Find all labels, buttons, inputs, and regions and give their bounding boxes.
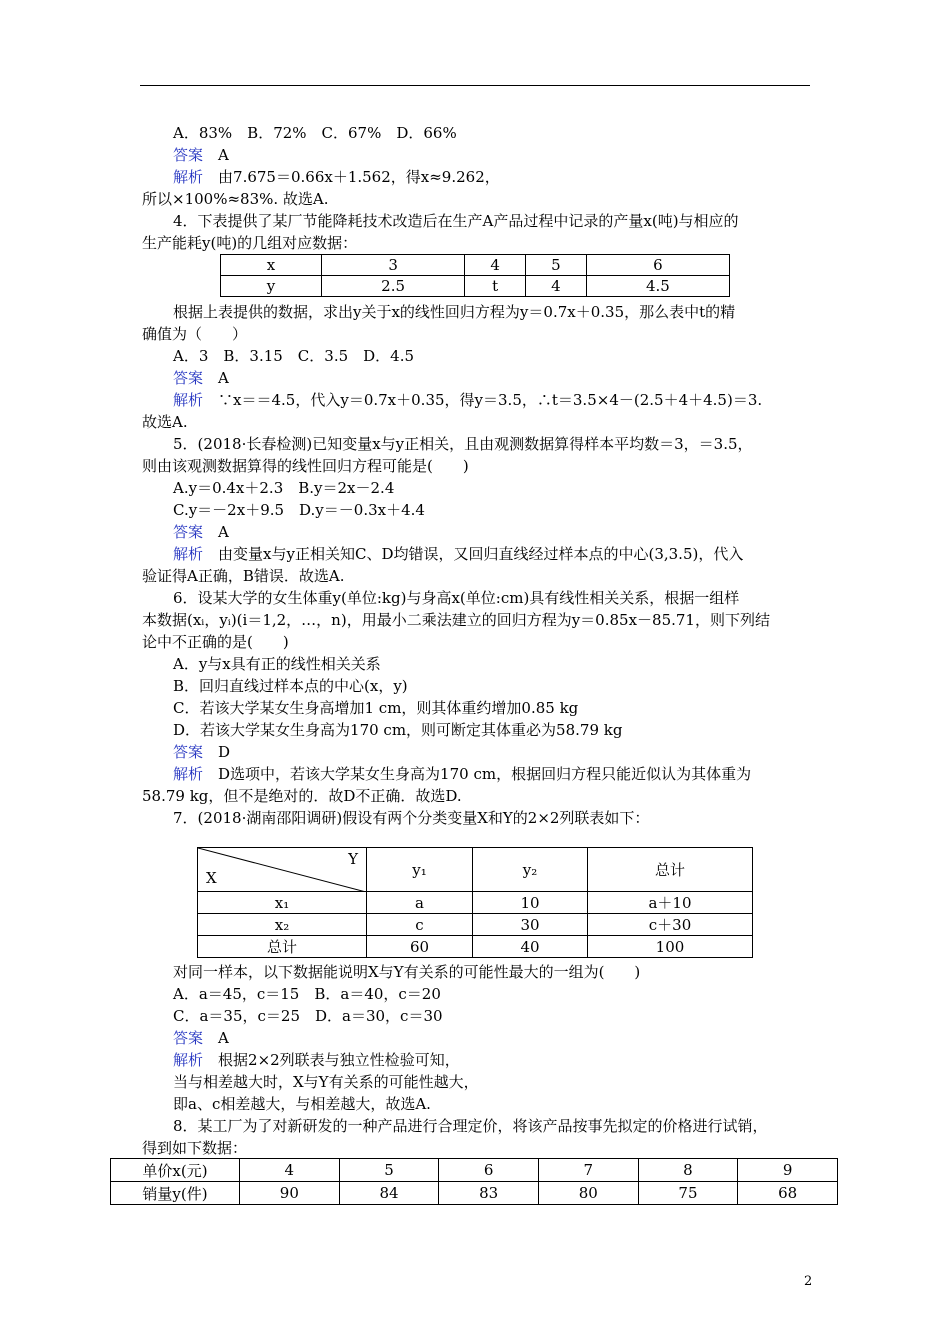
table-cell: c＋30 <box>588 914 753 936</box>
table-cell: y₁ <box>367 848 473 892</box>
table-cell: 2.5 <box>322 276 465 297</box>
corner-x-label: X <box>206 869 217 887</box>
q5-analysis-1: 由变量x与y正相关知C、D均错误，又回归直线经过样本点的中心(3,3.5)，代入 <box>218 545 744 563</box>
q4-stem-2: 生产能耗y(吨)的几组对应数据： <box>142 234 358 252</box>
analysis-label: 解析 <box>173 765 204 783</box>
q4-data-table <box>220 254 730 297</box>
q7-stem-1: 7．(2018·湖南邵阳调研)假设有两个分类变量X和Y的2×2列联表如下： <box>173 809 650 827</box>
q4-answer-line <box>173 368 229 388</box>
q5-stem-1: 5．(2018·长春检测)已知变量x与y正相关，且由观测数据算得样本平均数＝3，＝3.5， <box>173 435 753 453</box>
table-row <box>221 255 730 276</box>
q6-answer: D <box>218 743 231 761</box>
corner-y-label: Y <box>348 850 358 868</box>
q7-options-2: C．a＝35，c＝25 D．a＝30，c＝30 <box>173 1007 443 1025</box>
q4-analysis-line <box>173 390 762 410</box>
table-row <box>111 1182 838 1205</box>
q5-stem-2: 则由该观测数据算得的线性回归方程可能是( ) <box>142 457 469 475</box>
table-row <box>198 848 753 892</box>
q5-analysis-2: 验证得A正确，B错误．故选A. <box>142 567 345 585</box>
answer-label: 答案 <box>173 369 204 387</box>
table-cell: 80 <box>538 1182 638 1205</box>
table-cell: 总计 <box>198 936 367 958</box>
table-cell: 5 <box>339 1159 439 1182</box>
q7-options-1: A．a＝45，c＝15 B．a＝40，c＝20 <box>173 985 441 1003</box>
table-cell: 10 <box>473 892 588 914</box>
q8-stem-2: 得到如下数据： <box>142 1139 248 1157</box>
q7-analysis-1: 根据2×2列联表与独立性检验可知， <box>218 1051 460 1069</box>
q4-answer: A <box>218 369 229 387</box>
table-cell: 4 <box>240 1159 340 1182</box>
q8-stem-1: 8．某工厂为了对新研发的一种产品进行合理定价，将该产品按事先拟定的价格进行试销， <box>173 1117 768 1135</box>
table-cell: a <box>367 892 473 914</box>
q8-price-sales-table <box>110 1158 838 1205</box>
q6-option-d: D．若该大学某女生身高为170 cm，则可断定其体重必为58.79 kg <box>173 721 623 739</box>
table-cell: a＋10 <box>588 892 753 914</box>
table-cell: 60 <box>367 936 473 958</box>
q4-stem-4: 确值为（ ） <box>142 325 248 343</box>
q4-analysis-2: 故选A. <box>142 413 188 431</box>
analysis-label: 解析 <box>173 391 204 409</box>
analysis-label: 解析 <box>173 168 204 186</box>
q3-answer: A <box>218 146 229 164</box>
table-cell: 6 <box>439 1159 539 1182</box>
table-cell: 8 <box>638 1159 738 1182</box>
q5-answer-line <box>173 522 229 542</box>
table-cell: 6 <box>586 255 729 276</box>
diagonal-header-cell <box>198 848 367 892</box>
table-cell: x <box>221 255 322 276</box>
q4-options: A．3 B．3.15 C．3.5 D．4.5 <box>173 347 415 365</box>
table-cell: y₂ <box>473 848 588 892</box>
table-cell: 4 <box>465 255 526 276</box>
q3-analysis-1: 由7.675＝0.66x＋1.562，得x≈9.262， <box>218 168 500 186</box>
q6-option-a: A．y与x具有正的线性相关关系 <box>173 655 381 673</box>
table-cell: 4.5 <box>586 276 729 297</box>
table-cell: 3 <box>322 255 465 276</box>
q6-stem-3: 论中不正确的是( ) <box>142 633 289 651</box>
table-cell: 5 <box>525 255 586 276</box>
q7-contingency-table <box>197 847 753 958</box>
page-number: 2 <box>804 1274 813 1289</box>
q5-analysis-line <box>173 544 743 564</box>
table-row <box>198 936 753 958</box>
q4-stem-1: 4．下表提供了某厂节能降耗技术改造后在生产A产品过程中记录的产量x(吨)与相应的 <box>173 212 739 230</box>
q6-analysis-line <box>173 764 751 784</box>
q4-stem-3: 根据上表提供的数据，求出y关于x的线性回归方程为y＝0.7x＋0.35，那么表中t的精 <box>173 303 736 321</box>
q5-options-1: A.y＝0.4x＋2.3 B.y＝2x－2.4 <box>173 479 395 497</box>
table-cell: t <box>465 276 526 297</box>
q6-answer-line <box>173 742 230 762</box>
q5-options-2: C.y＝－2x＋9.5 D.y＝－0.3x＋4.4 <box>173 501 425 519</box>
q7-analysis-2: 当与相差越大时，X与Y有关系的可能性越大， <box>173 1073 479 1091</box>
q7-analysis-3: 即a、c相差越大，与相差越大，故选A. <box>173 1095 431 1113</box>
table-cell: c <box>367 914 473 936</box>
table-cell: 销量y(件) <box>111 1182 240 1205</box>
q6-option-b: B．回归直线过样本点的中心(x，y) <box>173 677 408 695</box>
q6-analysis-1: D选项中，若该大学某女生身高为170 cm，根据回归方程只能近似认为其体重为 <box>218 765 752 783</box>
table-cell: 90 <box>240 1182 340 1205</box>
table-cell: 4 <box>525 276 586 297</box>
table-cell: 单价x(元) <box>111 1159 240 1182</box>
table-row <box>198 892 753 914</box>
q3-options: A．83% B．72% C．67% D．66% <box>173 124 457 142</box>
q6-analysis-2: 58.79 kg，但不是绝对的．故D不正确．故选D. <box>142 787 462 805</box>
q7-stem-2: 对同一样本，以下数据能说明X与Y有关系的可能性最大的一组为( ) <box>173 963 641 981</box>
table-cell: y <box>221 276 322 297</box>
table-cell: 100 <box>588 936 753 958</box>
table-cell: x₂ <box>198 914 367 936</box>
table-cell: 75 <box>638 1182 738 1205</box>
q5-answer: A <box>218 523 229 541</box>
q4-analysis-1: ∵x＝＝4.5，代入y＝0.7x＋0.35，得y＝3.5，∴t＝3.5×4－(2.5＋4＋4.5)＝3. <box>218 391 763 409</box>
table-row <box>111 1159 838 1182</box>
table-cell: 总计 <box>588 848 753 892</box>
q7-analysis-line <box>173 1050 460 1070</box>
q7-answer-line <box>173 1028 229 1048</box>
q6-stem-1: 6．设某大学的女生体重y(单位:kg)与身高x(单位:cm)具有线性相关关系，根据一组样 <box>173 589 740 607</box>
answer-label: 答案 <box>173 1029 204 1047</box>
table-cell: 84 <box>339 1182 439 1205</box>
diagonal-line <box>198 848 366 892</box>
table-cell: 30 <box>473 914 588 936</box>
q3-analysis-line <box>173 167 500 187</box>
answer-label: 答案 <box>173 743 204 761</box>
table-cell: 40 <box>473 936 588 958</box>
table-row <box>198 914 753 936</box>
q6-stem-2: 本数据(xᵢ，yᵢ)(i＝1,2，…，n)，用最小二乘法建立的回归方程为y＝0.85x－85.71，则下列结 <box>142 611 770 629</box>
q6-option-c: C．若该大学某女生身高增加1 cm，则其体重约增加0.85 kg <box>173 699 579 717</box>
q3-analysis-2: 所以×100%≈83%. 故选A. <box>142 190 329 208</box>
answer-label: 答案 <box>173 146 204 164</box>
q3-answer-line <box>173 145 229 165</box>
analysis-label: 解析 <box>173 545 204 563</box>
table-cell: 68 <box>738 1182 838 1205</box>
table-cell: 83 <box>439 1182 539 1205</box>
table-cell: x₁ <box>198 892 367 914</box>
table-cell: 9 <box>738 1159 838 1182</box>
table-cell: 7 <box>538 1159 638 1182</box>
q7-answer: A <box>218 1029 229 1047</box>
table-row <box>221 276 730 297</box>
analysis-label: 解析 <box>173 1051 204 1069</box>
header-rule <box>140 85 810 86</box>
answer-label: 答案 <box>173 523 204 541</box>
